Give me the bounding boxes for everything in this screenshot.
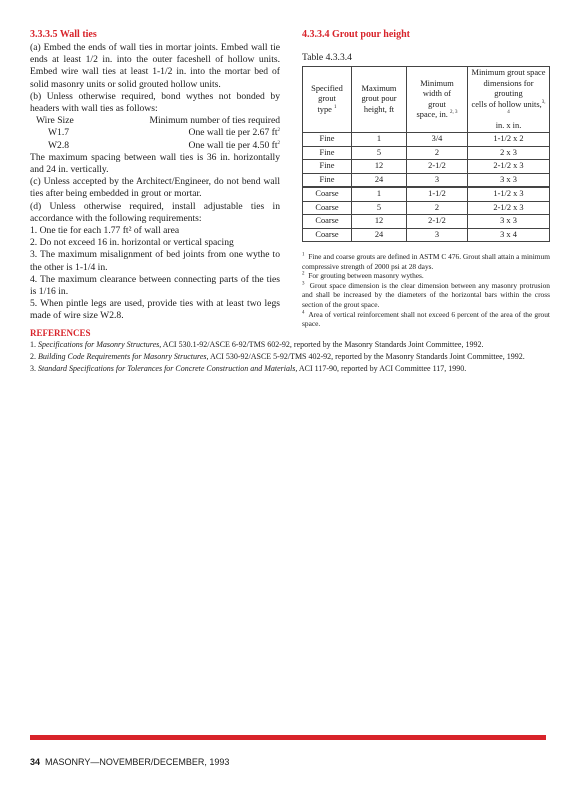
wall-ties-heading: 3.3.3.5 Wall ties bbox=[30, 29, 97, 40]
table-title: Table 4.3.3.4 bbox=[302, 52, 352, 63]
table-row: Fine 1 3/4 1-1/2 x 2 bbox=[303, 133, 550, 147]
page-footer bbox=[30, 757, 229, 767]
reference-item: 2. Building Code Requirements for Masonry Structures, ACI 530-92/ASCE 5-92/TMS 402-92, reported by the Masonry Standards Joint Committee, 1992. bbox=[30, 352, 525, 361]
right-column bbox=[302, 29, 550, 329]
table-row: Coarse 5 2 2-1/2 x 3 bbox=[303, 201, 550, 215]
header-min-width: Minimum width of grout space, in. $^{2, 3}$ bbox=[407, 67, 468, 133]
footer-text: MASONRY—NOVEMBER/DECEMBER, 1993 bbox=[45, 757, 230, 767]
table-footnotes bbox=[302, 252, 550, 329]
header-min-dimensions: Minimum grout space dimensions for grouting cells of hollow units,$^{3, 4}$ in. x in. bbox=[468, 67, 550, 133]
wire-size: W1.7 bbox=[48, 127, 70, 139]
footer-rule bbox=[30, 735, 546, 740]
wire-row bbox=[30, 127, 280, 139]
ties-required-col: Minimum number of ties required bbox=[149, 115, 280, 127]
table-row: Fine 24 3 3 x 3 bbox=[303, 173, 550, 187]
list-item: 2. Do not exceed 16 in. horizontal or vertical spacing bbox=[30, 237, 234, 249]
table-row: Coarse 12 2-1/2 3 x 3 bbox=[303, 215, 550, 229]
page-number: 34 bbox=[30, 757, 41, 767]
wire-row bbox=[30, 140, 280, 152]
table-row: Coarse 1 1-1/2 1-1/2 x 3 bbox=[303, 187, 550, 201]
grout-table bbox=[302, 66, 550, 242]
list-item: 3. The maximum misalignment of bed joints from one wythe to the other is 1-1/4 in. bbox=[30, 249, 280, 273]
table-row: Fine 12 2-1/2 2-1/2 x 3 bbox=[303, 160, 550, 174]
para-d: (d) Unless otherwise required, install adjustable ties in accordance with the following requirements: bbox=[30, 200, 280, 224]
list-item: 5. When pintle legs are used, provide ties with at least two legs made of wire size W2.8. bbox=[30, 298, 280, 322]
footnote: $^3$ Grout space dimension is the clear dimension between any masonry protrusion and shall be increased by the diameters of the horizontal bars within the cross section of the grout space. bbox=[302, 280, 550, 309]
header-pour-height: Maximum grout pour height, ft bbox=[352, 67, 407, 133]
para-c: (c) Unless accepted by the Architect/Engineer, do not bend wall ties after being embedded in grout or mortar. bbox=[30, 176, 280, 200]
footnote: $^1$ Fine and coarse grouts are defined in ASTM C 476. Grout shall attain a minimum compressive strength of 2000 psi at 28 days. bbox=[302, 252, 551, 271]
para-b: (b) Unless otherwise required, bond wythes not bonded by headers with wall ties as follows: bbox=[30, 90, 280, 115]
spacing-text: The maximum spacing between wall ties is 36 in. horizontally and 24 in. vertically. bbox=[30, 151, 280, 176]
footnote: $^2$ For grouting between masonry wythes. bbox=[302, 271, 424, 281]
table-row: Fine 5 2 2 x 3 bbox=[303, 146, 550, 160]
footnote: $^4$ Area of vertical reinforcement shall not exceed 6 percent of the area of the grout space. bbox=[302, 309, 550, 329]
references-section bbox=[30, 328, 550, 375]
table-header-row bbox=[303, 67, 550, 133]
list-item: 1. One tie for each 1.77 ft² of wall area bbox=[30, 225, 180, 237]
grout-heading: 4.3.3.4 Grout pour height bbox=[302, 29, 410, 40]
list-item: 4. The maximum clearance between connecting parts of the ties is 1/16 in. bbox=[30, 273, 280, 298]
para-a: (a) Embed the ends of wall ties in mortar joints. Embed wall tie ends at least 1/2 in. into the outer faceshell of hollow units. Embed wire wall ties at least 1-1/2 in. into the mortar bed of solid masonry units or solid grouted hollow units. bbox=[30, 42, 280, 90]
ties-required: One wall tie per 4.50 $ft^2$ bbox=[188, 139, 280, 151]
references-heading: REFERENCES bbox=[30, 328, 91, 338]
header-grout-type: Specified grout type $^1$ bbox=[303, 67, 352, 133]
wire-size-header bbox=[30, 115, 280, 127]
table-row: Coarse 24 3 3 x 4 bbox=[303, 228, 550, 242]
reference-item: 1. Specifications for Masonry Structures, ACI 530.1-92/ASCE 6-92/TMS 602-92, reported by the Masonry Standards Joint Committee, 1992. bbox=[30, 340, 484, 349]
reference-item: 3. Standard Specifications for Tolerances for Concrete Construction and Materials, ACI 117-90, reported by ACI Committee 117, 1990. bbox=[30, 364, 467, 373]
ties-required: One wall tie per 2.67 $ft^2$ bbox=[188, 127, 280, 139]
wire-size-col: Wire Size bbox=[36, 115, 74, 127]
wire-size: W2.8 bbox=[48, 139, 70, 151]
left-column bbox=[30, 29, 280, 323]
